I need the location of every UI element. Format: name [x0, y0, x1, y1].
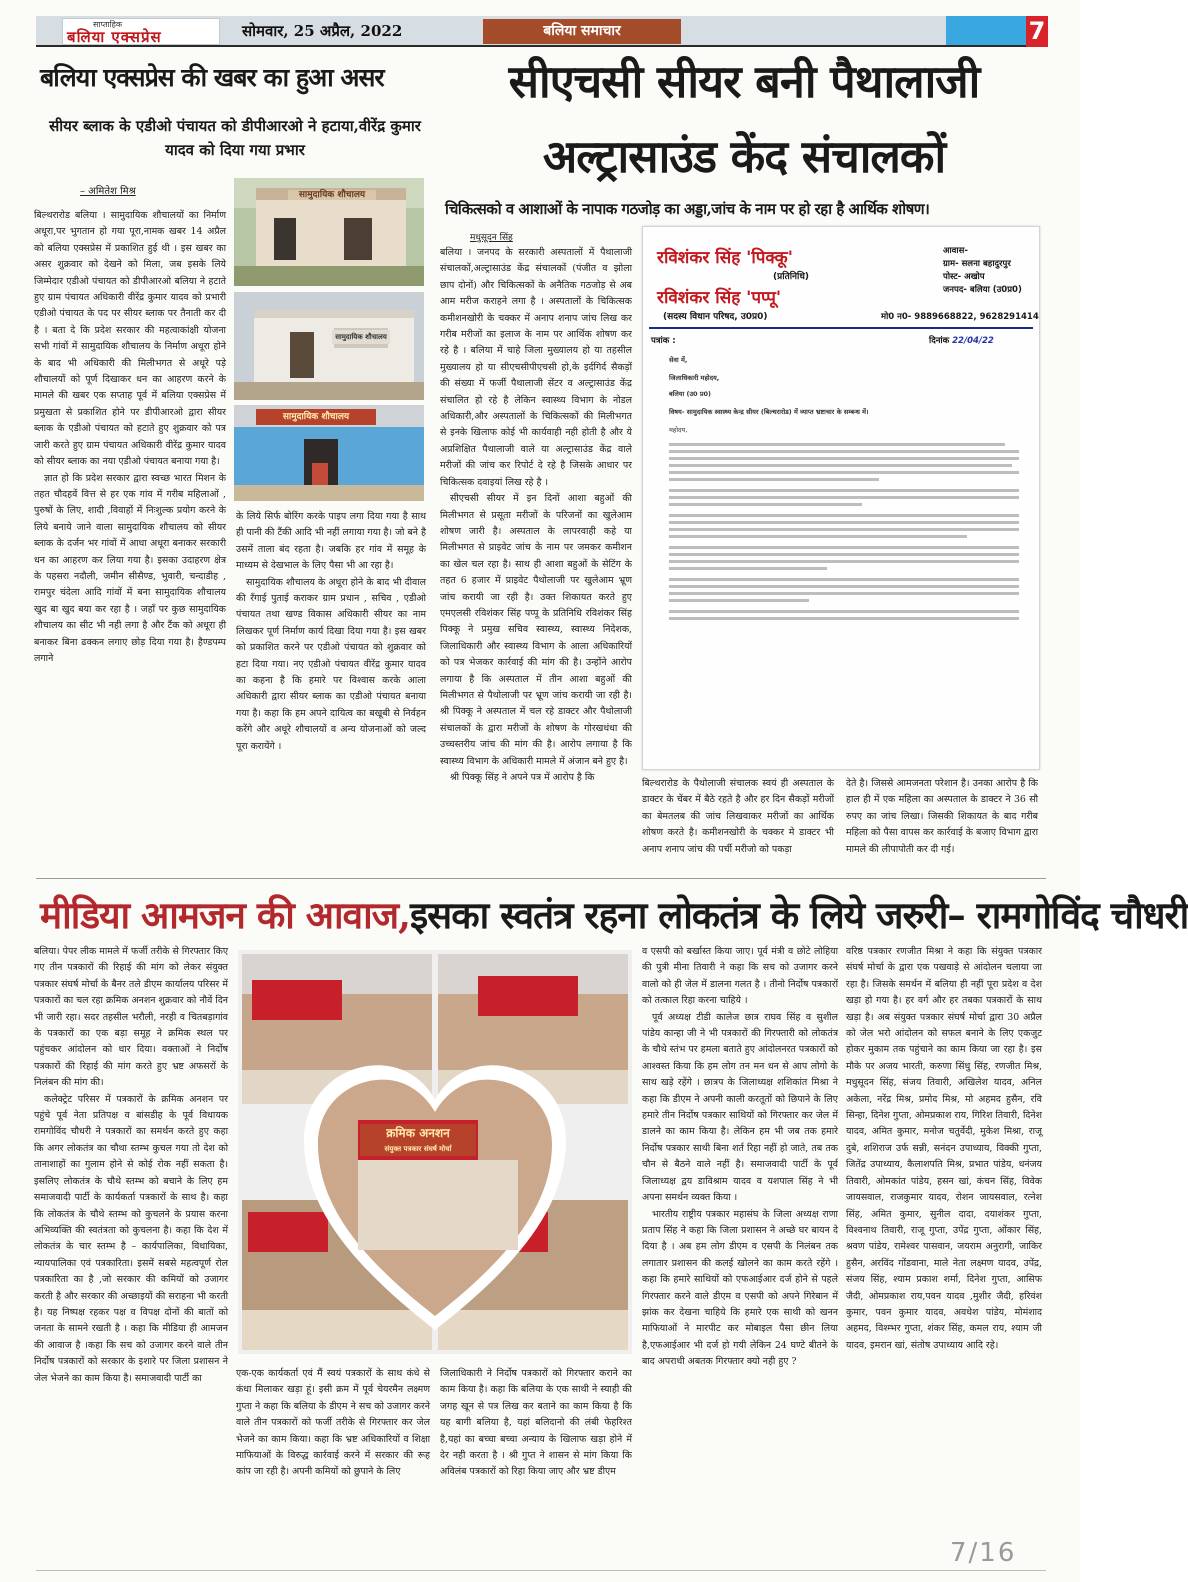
story3-paragraph: वरिष्ठ पत्रकार रणजीत मिश्रा ने कहा कि संयुक्त पत्रकार संघर्ष मोर्चा के द्वारा एक पखवाड़े से आंदोलन चलाया जा रहा है। जिसके समर्थन में बलिया ही नहीं पूरा प्रदेश व देश खड़ा हो गया है। हर वर्ग और हर तबका पत्रकारों के साथ खड़ा है। अब संयुक्त पत्रकार संघर्ष मोर्चा द्वारा 30 अप्रैल को जेल भरो आंदोलन को सफल बनाने के लिए एकजुट होकर मुकाम तक पहुंचाने का काम किया जा रहा है। इस मौके पर अजय भारती, करुणा सिंधु सिंह, रणजीत मिश्र, मधुसूदन सिंह, संजय तिवारी, अखिलेश यादव, अनिल अकेला, नरेंद्र मिश्र, प्रमोद मिश्र, मो अहमद हुसैन, रवि सिन्हा, दिनेश गुप्ता, ओमप्रकाश राय, गिरिश तिवारी, दिनेश यादव, अमित कुमार, मनोज चतुर्वेदी, मुकेश मिश्रा, राजू दुबे, शशिराज उर्फ सन्नी, सनंदन उपाध्याय, विक्की गुप्ता, जितेंद्र उपाध्याय, कैलाशपति मिश्र, प्रभात पांडेय, धनंजय तिवारी, ओमकांत पांडेय, हसन खां, कंचन सिंह, विवेक जायसवाल, राजकुमार यादव, रोशन जायसवाल, रत्नेश सिंह, अमित कुमार, सुनील दादा, दयाशंकर गुप्ता, विश्वनाथ तिवारी, राजू गुप्ता, उपेंद्र गुप्ता, ओंकार सिंह, श्रवण पांडेय, रामेश्वर पासवान, जयराम अनुरागी, जाकिर हुसैन, अरविंद गोंडवाना, माले नेता लक्ष्मण यादव, उपेंद्र, संजय सिंह, श्याम प्रकाश शर्मा, दिनेश गुप्ता, आसिफ जैदी, ओमप्रकाश राय,पवन यादव ,मुशीर जैदी, हरिवंश कुमार, पवन कुमार यादव, अवधेश पांडेय, मोमंशाद अहमद, विश्म्भर गुप्ता, शंकर सिंह, कमल राय, श्याम जी यादव, इमरान खां, संतोष उपाध्याय आदि रहे।	[846, 946, 1042, 1351]
story3-paragraph: भारतीय राष्ट्रीय पत्रकार महासंघ के जिला अध्यक्ष राणा प्रताप सिंह ने कहा कि जिला प्रशासन ने अच्छे घर बायन दे दिया है । अब हम लोग डीएम व एसपी के निलंबन तक लगातार प्रशासन की कलई खोलने का काम करते रहेंगे । कहा कि हमारे साथियों को एफआईआर दर्ज होने से पहले गिरफ्तार करने वाले डीएम व एसपी को अपने गिरेबान में झांक कर देखना चाहिये कि हमारे एक साथी को खनन माफियाओं ने मारपीट कर मोबाइल पैसा छीन लिया है,एफआईआर भी दर्ज हो गयी लेकिन 24 घण्टे बीतने के बाद अपराधी अबतक गिरफ्तार क्यो नही हुए ?	[642, 1208, 838, 1368]
story2-byline: मधुसूदन सिंह	[470, 233, 513, 243]
letter-mobile: मो0 न0- 9889668822, 9628291414	[881, 312, 1039, 322]
letter-ref-label: पत्रांक :	[651, 336, 676, 346]
story3-paragraph: व एसपी को बर्खास्त किया जाए। पूर्व मंत्री व छोटे लोहिया की पुत्री मीना तिवारी ने कहा कि सच को उजागर करने वालो को ही जेल में डालना गलत है । तीनो निर्दोष पत्रकारों को तत्काल रिहा करना चाहिये ।	[642, 946, 838, 1007]
letter-sender-name-1: रविशंकर सिंह 'पिक्कू'	[657, 248, 793, 268]
toilet-sign-2: सामुदायिक शौचालय	[332, 330, 390, 344]
letter-subject: विषय- सामुदायिक स्वास्थ्य केन्द्र सीयर (बिल्थरारोड) में व्याप्त भ्रष्टाचार के सम्बन्ध में।	[669, 408, 869, 416]
toilet-photo-1	[234, 178, 424, 286]
newspaper-logo	[62, 18, 220, 45]
story2-paragraph: बलिया । जनपद के सरकारी अस्पतालों में पैथालाजी संचालकों,अल्ट्रासाउंड केंद्र संचालकों (पंजीत व झोला छाप दोनों) और चिकित्सकों के अनैतिक गठजोड़ से अब आम मरीज कराहने लगा है । अस्पतालों के चिकित्सक कमीशनखोरी के चक्कर में अनाप शनाप जांच लिख कर गरीब मरीजों का इलाज के नाम पर आर्थिक शोषण कर रहे है । बलिया में चाहे जिला मुख्यालय हो या तहसील मुख्यालय हो या सीएचसीपीएचसी हो,के इर्दगिर्द सैकड़ों की संख्या में फर्जी पैथालाजी सेंटर व अल्ट्रासाउंड केंद्र संचालित हो रहे है लेकिन स्वास्थ्य विभाग के नोडल अधिकारी,और अस्पतालों के चिकित्सकों की मिलीभगत से इनके खिलाफ कोई भी कार्यवाही नही होती है और ये अप्रशिक्षित पैथालाजी वाले या अल्ट्रासाउंड केंद्र वाले मरीजों की जांच कर रिपोर्ट दे रहे है जिसके आधार पर चिकित्सक दवाइयां लिख रहे है ।	[440, 247, 632, 488]
letter-point	[669, 610, 1019, 620]
story2-column-2	[642, 776, 834, 872]
letter-sender-name-2: रविशंकर सिंह 'पप्पू'	[657, 288, 782, 308]
masthead	[36, 16, 1048, 47]
story1-paragraph: बिल्थरारोड बलिया । सामुदायिक शौचालयों का निर्माण अधूरा,पर भुगतान हो गया पूरा,नामक खबर 14 अप्रैल को बलिया एक्सप्रेस में प्रकाशित हुई थी । इस खबर का असर शुक्रवार को देखने को मिला, जब इसके लिये जिम्मेदार एडीओ पंचायत को डीपीआरओ बलिया ने हटाते हुए ग्राम पंचायत अधिकारी वीरेंद्र कुमार यादव को प्रभारी एडीओ पंचायत के पद पर सीयर ब्लाक पर तैनाती कर दी है । बता दे कि प्रदेश सरकार की महत्वाकांक्षी योजना सभी गांवों में सामुदायिक शौचालय के निर्माण अधूरा होने के बाद भी अधिकारी की मिलीभगत से अधूरे पड़े शौचालयों को पूर्ण दिखाकर धन का आहरण करने के मामले की खबर एक सप्ताह पूर्व में बलिया एक्सप्रेस में प्रमुखता से प्रकाशित होने पर डीपीआरओ द्वारा सीयर ब्लाक के एडीओ पंचायत को हटाते हुए शुक्रवार को पत्र जारी करते हुए ग्राम पंचायत अधिकारी वीरेंद्र कुमार यादव को सीयर ब्लाक का नया एडीओ पंचायत बनाया गया है।	[34, 210, 226, 468]
letter-address-line: पोस्ट- अखोप	[943, 272, 985, 282]
story2-paragraph: श्री पिक्कू सिंह ने अपने पत्र में आरोप है कि	[450, 772, 595, 783]
masthead-accent	[946, 16, 1026, 45]
story2-paragraph: बिल्थरारोड के पैथोलाजी संचालक स्वयं ही अस्पताल के डाक्टर के चेंबर में बैठे रहते है और हर दिन सैकड़ों मरीजों का बेमतलब की जांच लिखवाकर मरीजों का आर्थिक शोषण करते है। कमीशनखोरी के चक्कर मे डाक्टर भी अनाप शनाप जांच की पर्ची मरीजो को पकड़ा	[642, 778, 834, 855]
story3-banner-dark: इसका स्वतंत्र रहना लोकतंत्र के लिये जरुरी– रामगोविंद चौधरी	[410, 893, 1188, 937]
story3-paragraph: कलेक्ट्रेट परिसर में पत्रकारों के क्रमिक अनशन पर पहुंचे पूर्व नेता प्रतिपक्ष व बांसडीह के पूर्व विधायक रामगोविंद चौधरी ने पत्रकारों का समर्थन करते हुए कहा कि अगर लोकतंत्र का चौथा स्तम्भ कुचल गया तो देश को तानाशाहों का गुलाम होने से कोई रोक नहीं सकता है। इसलिए लोकतंत्र के चौथे स्तम्भ को बचाने के लिए हम समाजवादी पार्टी के कार्यकर्ता पत्रकारों के साथ है। कहा कि लोकतंत्र के चौथे स्तम्भ को कुचलने के प्रयास करना अभिव्यक्ति की स्वतंत्रता को कुचलना है। कहा कि देश में लोकतंत्र के चार स्तम्भ है – कार्यपालिका, विधायिका, न्यायपालिका एवं पत्रकारिता। इसमें सबसे महत्वपूर्ण रोल पत्रकारिता का है ,जो सरकार की कमियों को उजागर करती है और सरकार की अच्छाइयों की सराहना भी करती है। यह निष्पक्ष रहकर पक्ष व विपक्ष दोनों की बातों को जनता के सामने रखती है । कहा कि मीडिया ही आमजन की आवाज है ।कहा कि सच को उजागर करने वाले तीन निर्दोष पत्रकारों को सरकार के इशारे पर जिला प्रशासन ने जेल भेजने का काम किया है। समाजवादी पार्टी का	[34, 1093, 228, 1384]
story2-paragraph: सीएचसी सीयर में इन दिनों आशा बहुओं की मिलीभगत से प्रसूता मरीजों के परिजनों का खुलेआम शोषण जारी है। अस्पताल के लापरवाही कहे या मिलीभगत से प्राइवेट जांच के नाम पर जमकर कमीशन का खेल चल रहा है। साथ ही आशा बहुओं के सेटिंग के तहत 6 हजार में प्राइवेट पैथोलाजी पर खुलेआम भ्रूण जांच करायी जा रही है। उक्त शिकायत करते हुए एमएलसी रविशंकर सिंह पप्पू के प्रतिनिधि रविशंकर सिंह पिक्कू ने प्रमुख सचिव स्वास्थ्य, स्वास्थ्य निदेशक, जिलाधिकारी और स्वास्थ्य विभाग के आला अधिकारियों को पत्र भेजकर कार्रवाई की मांग की है। उन्होंने आरोप लगाया है कि अस्पताल में तीन आशा बहुओं की मिलीभगत से पैथोलाजी पर भ्रूण जांच करायी जा रही है। श्री पिक्कू ने अस्पताल में चल रहे डाक्टर और पैथोलाजी संचालकों के द्वारा मरीजों के शोषण के गोरखधंधा की उच्चस्तरीय जांच की मांग की है। आरोप लगाया है कि स्वास्थ्य विभाग के अधिकारी मामले में अंजान बने हुए है।	[440, 493, 632, 767]
page-number-badge: 7	[1026, 16, 1048, 47]
story2-headline-line2: अल्ट्रासाउंड केंद संचालकों	[542, 130, 946, 183]
collage-banner-subtext: संयुक्त पत्रकार संघर्ष मोर्चा	[360, 1142, 476, 1156]
letter-date	[929, 335, 994, 346]
section-label: बलिया समाचार	[483, 19, 681, 44]
story1-headline: बलिया एक्सप्रेस की खबर का हुआ असर	[40, 63, 384, 92]
story1-paragraph: के लिये सिर्फ बोरिंग करके पाइप लगा दिया गया है साथ ही पानी की टैंकी आदि भी नहीं लगाया गया है। जो बने है उसमें ताला बंद रहता है। जबकि हर गांव में समूह के माध्यम से देखभाल के लिए पैसा भी आ रहा है।	[236, 511, 426, 572]
story1-byline: – अमितेश मिश्र	[80, 186, 136, 197]
letter-sender-role-1: (प्रतिनिधि)	[773, 272, 810, 282]
letter-paragraph	[669, 443, 1019, 481]
letter-address-heading: आवास-	[943, 246, 968, 256]
story3-paragraph: बलिया। पेपर लीक मामले में फर्जी तरीके से गिरफ्तार किए गए तीन पत्रकारों की रिहाई की मांग को लेकर संयुक्त पत्रकार संघर्ष मोर्चा के बैनर तले डीएम कार्यालय परिसर में पत्रकारों का चल रहा क्रमिक अनशन शुक्रवार को नौवें दिन भी जारी रहा। सदर तहसील भरौली, नरही व चितबड़ागांव के पत्रकारों का एक बड़ा समूह ने क्रमिक स्थल पर पहुंचकर आंदोलन को धार दिया। वक्ताओं ने निर्दोष पत्रकारों की रिहाई की मांग करते हुए भ्रष्ट अफसरों के निलंबन की मांग की।	[34, 946, 228, 1089]
section-divider	[36, 878, 1046, 879]
letter-point	[669, 489, 1019, 506]
letter-point	[669, 546, 1019, 570]
logo-title: बलिया एक्सप्रेस	[67, 28, 162, 46]
letter-body	[669, 355, 1019, 628]
toilet-photo-3	[234, 405, 424, 501]
story1-paragraph: सामुदायिक शौचालय के अधूरा होने के बाद भी दीवाल की रँगाई पुताई कराकर ग्राम प्रधान , सचिव , एडीओ पंचायत तथा खण्ड विकास अधिकारी सीयर का नाम लिखकर पूर्ण निर्माण कार्य दिखा दिया गया है। इस खबर को प्रकाशित करने पर एडीओ पंचायत को शुक्रवार को हटा दिया गया। नए एडीओ पंचायत वीरेंद्र कुमार यादव का कहना है कि हमारे पर विश्वास करके आला अधिकारी द्वारा सीयर ब्लाक का एडीओ पंचायत बनाया गया है। कहा कि हम अपने दायित्व का बखूबी से निर्वहन करेंगे और अधूरे शौचालयों व अन्य योजनाओं को जल्द पूरा करायेंगे ।	[236, 576, 426, 752]
letter-salutation: सेवा में,	[669, 356, 688, 364]
story1-subhead: सीयर ब्लाक के एडीओ पंचायत को डीपीआरओ ने हटाया,वीरेंद्र कुमार यादव को दिया गया प्रभार	[49, 117, 421, 159]
story3-column-5	[846, 944, 1042, 1536]
story3-column-1	[34, 944, 228, 1536]
story3-paragraph: पूर्व अध्यक्ष टीडी कालेज छात्र राघव सिंह व सुशील पांडेय कान्हा जी ने भी पत्रकारों की गिरफ्तारी को लोकतंत्र के चौथे स्तंभ पर हमला बताते हुए आंदोलनरत पत्रकारों को आश्वस्त किया कि हम लोग तन मन धन से आप लोगो के साथ खड़े रहेंगे । छात्रप के जिलाध्यक्ष शशिकांत मिश्रा ने कहा कि डीएम ने अपनी काली करतूतों को छिपाने के लिए हमारे तीन निर्दोष पत्रकार साथियों को गिरफ्तार कर जेल में डालने का काम किया है। लेकिन हम भी जब तक हमारे निर्दोष पत्रकार साथी बिना शर्त रिहा नहीं हो जाते, तब तक चौन से बैठने वाले नहीं है। समाजवादी पार्टी के पूर्व जिलाध्यक्ष द्वय डाविश्राम यादव व यशपाल सिंह ने भी अपना समर्थन व्यक्त किया ।	[642, 1011, 838, 1204]
toilet-sign-1: सामुदायिक शौचालय	[288, 190, 376, 200]
letter-greeting: महोदय,	[669, 426, 688, 434]
story3-column-2	[236, 1366, 430, 1538]
letter-addressee-place: बलिया (उ0 प्र0)	[669, 390, 712, 398]
story3-banner-red: मीडिया आमजन की आवाज,	[40, 893, 411, 937]
story1-paragraph: ज्ञात हो कि प्रदेश सरकार द्वारा स्वच्छ भारत मिशन के तहत चौदहवें वित्त से हर एक गांव में गरीब महिलाओं , पुरुषों के लिए, शादी ,विवाहों में निःशुल्क प्रयोग करने के लिये बनाये जाने वाला सामुदायिक शौचालय को सीयर ब्लाक के दर्जन भर गांवों में आधा अधूरा बनाकर सरकारी धन का आहरण कर लिया गया है। इसका उदाहरण क्षेत्र के पहसरा नदौली, जमीन सीसैण्ड, भुवारी, चन्दाडीह , रामपुर चंदेला आदि गांवों में बना सामुदायिक शौचालय खुद बा खुद बया कर रहा है । जहाँ पर कुछ सामुदायिक शौचालय का सीट भी नही लगा है और टैंक को अधूरा ही बनाकर बिना ढक्कन लगाए छोड़ दिया गया है। हैण्डपम्प लगाने	[34, 472, 226, 664]
protest-photo-collage	[238, 950, 632, 1354]
collage-banner-text: क्रमिक अनशन	[360, 1124, 476, 1142]
letter-address-line: ग्राम- सलना बहादुरपुर	[943, 259, 1011, 269]
story1-column-1	[34, 208, 226, 878]
story2-subhead: चिकित्सको व आशाओं के नापाक गठजोड़ का अड्डा,जांच के नाम पर हो रहा है आर्थिक शोषण।	[445, 200, 930, 218]
story2-headline-line1: सीएचसी सीयर बनी पैथालाजी	[508, 55, 980, 108]
story3-column-4	[642, 944, 838, 1536]
story2-column-1	[440, 245, 632, 870]
story3-paragraph: जिलाधिकारी ने निर्दोष पत्रकारों को गिरफ्तार कराने का काम किया है। कहा कि बलिया के एक साथी ने स्याही की जगह खून से पत्र लिख कर बताने का काम किया है कि यह बागी बलिया है, यहां बलिदानो की लंबी फेहरिश्त है,यहां का बच्चा बच्चा अन्याय के खिलाफ खड़ा होने में देर नही करता है । श्री गुप्त ने शासन से मांग किया कि अविलंब पत्रकारों को रिहा किया जाए और भ्रष्ट डीएम	[440, 1368, 632, 1478]
letter-point	[669, 578, 1019, 602]
story3-column-3	[440, 1366, 632, 1538]
letter-address	[943, 245, 1022, 297]
toilet-photo-2-image	[234, 292, 424, 400]
story3-paragraph: एक-एक कार्यकर्ता एवं मैं स्वयं पत्रकारों के साथ कंधे से कंधा मिलाकर खड़ा हूं। इसी क्रम में पूर्व चेयरमैन लक्ष्मण गुप्ता ने कहा कि बलिया के डीएम ने सच को उजागर करने वाले तीन पत्रकारों को फर्जी तरीके से गिरफ्तार कर जेल भेजने का काम किया। कहा कि भ्रष्ट अधिकारियों व शिक्षा माफियाओं के विरुद्ध कार्रवाई करने में सरकार की रूह कांप जा रही है। अपनी कमियों को छुपाने के लिए	[236, 1368, 430, 1478]
viewer-page-indicator: 7/16	[950, 1538, 1017, 1568]
logo-weekly-label: साप्ताहिक	[93, 20, 123, 29]
toilet-sign-3: सामुदायिक शौचालय	[256, 409, 376, 425]
complaint-letter-image	[642, 226, 1040, 770]
story3-banner-headline	[40, 884, 1188, 946]
letter-address-line: जनपद- बलिया (उ0प्र0)	[943, 285, 1022, 295]
letter-header-rule	[649, 327, 1033, 329]
issue-date: सोमवार, 25 अप्रैल, 2022	[242, 22, 403, 40]
story1-column-2	[236, 509, 426, 869]
story2-column-3	[846, 776, 1038, 872]
letter-addressee: जिलाधिकारी महोदय,	[669, 374, 720, 382]
letter-point	[669, 514, 1019, 538]
letter-sender-role-2: (सदस्य विधान परिषद, उ0प्र0)	[663, 312, 768, 322]
letter-date-value: 22/04/22	[952, 336, 994, 346]
bottom-rule	[36, 1570, 1046, 1571]
toilet-photo-2	[234, 292, 424, 400]
story2-paragraph: देते है। जिससे आमजनता परेशान है। उनका आरोप है कि हाल ही में एक महिला का अस्पताल के डाक्टर ने 36 सौ रुपए का जांच लिखा। जिसकी शिकायत के बाद गरीब महिला को पैसा वापस कर कार्रवाई के बजाए विभाग द्वारा मामले की लीपापोती कर दी गई।	[846, 778, 1038, 855]
letter-date-label: दिनांक	[929, 336, 950, 346]
